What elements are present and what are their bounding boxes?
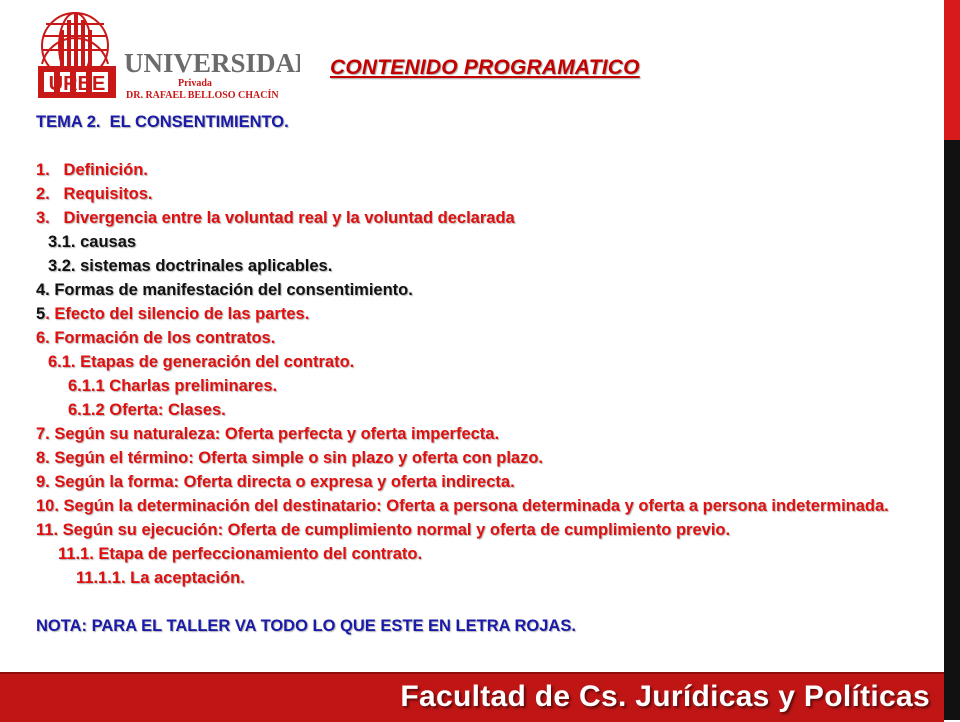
logo-sub1: Privada xyxy=(178,78,212,89)
list-item: 7. Según su naturaleza: Oferta perfecta y oferta imperfecta. xyxy=(36,425,500,443)
list-item: 11. Según su ejecución: Oferta de cumplimiento normal y oferta de cumplimiento previo. xyxy=(36,521,731,539)
list-subitem: 6.1. Etapas de generación del contrato. xyxy=(48,353,355,371)
list-item xyxy=(36,206,936,230)
list-item: 4. Formas de manifestación del consentimiento. xyxy=(36,281,413,299)
logo-sub2: DR. RAFAEL BELLOSO CHACÍN xyxy=(126,90,279,101)
right-accent-bar-dark xyxy=(944,140,960,720)
list-subitem: 11.1.1. La aceptación. xyxy=(76,569,245,587)
list-text: Definición. xyxy=(63,161,148,179)
footer-banner xyxy=(0,672,944,722)
blank-line xyxy=(36,590,936,614)
list-item xyxy=(36,158,936,182)
list-item: 9. Según la forma: Oferta directa o expresa y oferta indirecta. xyxy=(36,473,515,491)
list-text: . Efecto del silencio de las partes. xyxy=(45,305,310,323)
right-accent-bar xyxy=(944,0,960,720)
list-subitem: 11.1. Etapa de perfeccionamiento del contrato. xyxy=(58,545,423,563)
list-item xyxy=(36,302,936,326)
list-item: 10. Según la determinación del destinatario: Oferta a persona determinada y oferta a persona indeterminada. xyxy=(36,497,889,515)
list-text: Requisitos. xyxy=(63,185,153,203)
logo-mark-text: URBE xyxy=(48,73,106,95)
list-item: 6. Formación de los contratos. xyxy=(36,329,276,347)
topic-heading: TEMA 2. EL CONSENTIMIENTO. xyxy=(36,113,289,131)
logo-wordmark: UNIVERSIDAD xyxy=(124,48,300,78)
faculty-name: Facultad de Cs. Jurídicas y Políticas xyxy=(400,680,930,713)
blank-line xyxy=(36,134,936,158)
list-item xyxy=(36,182,936,206)
university-logo xyxy=(30,6,300,102)
list-number: 1. xyxy=(36,161,50,179)
list-number: 2. xyxy=(36,185,50,203)
syllabus-content xyxy=(36,110,936,638)
list-item: 8. Según el término: Oferta simple o sin plazo y oferta con plazo. xyxy=(36,449,544,467)
list-number: 3. xyxy=(36,209,50,227)
page-title: CONTENIDO PROGRAMATICO xyxy=(330,56,640,79)
list-subitem: 6.1.1 Charlas preliminares. xyxy=(68,377,278,395)
list-subitem: 3.2. sistemas doctrinales aplicables. xyxy=(48,257,333,275)
list-text: Divergencia entre la voluntad real y la voluntad declarada xyxy=(63,209,515,227)
list-number: 5 xyxy=(36,305,46,323)
note-text: NOTA: PARA EL TALLER VA TODO LO QUE ESTE EN LETRA ROJAS. xyxy=(36,617,576,635)
list-subitem: 3.1. causas xyxy=(48,233,137,251)
list-subitem: 6.1.2 Oferta: Clases. xyxy=(68,401,226,419)
